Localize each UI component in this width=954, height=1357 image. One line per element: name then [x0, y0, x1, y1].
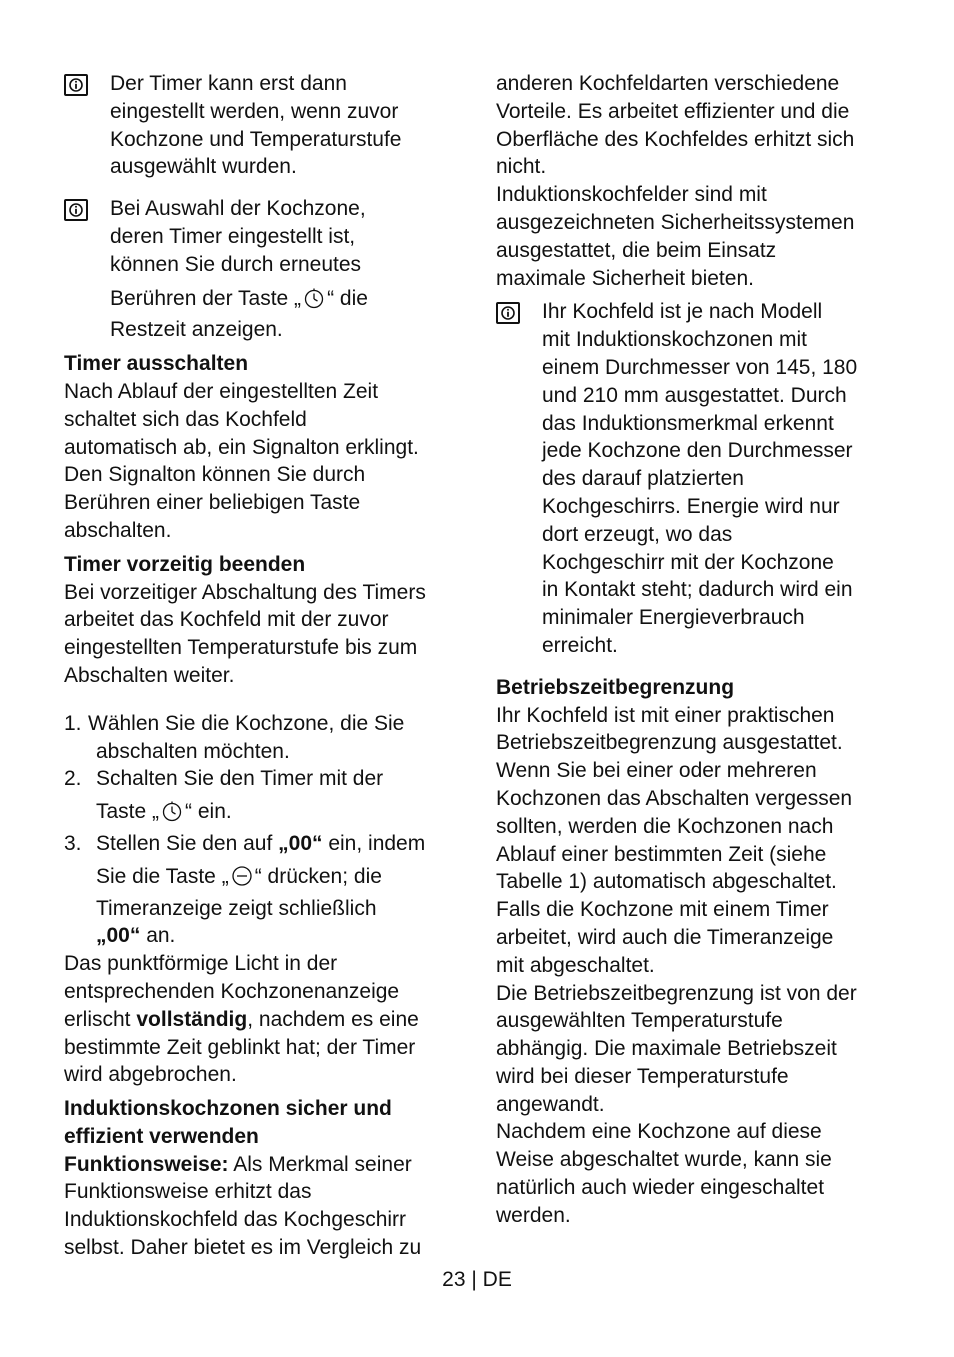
paragraph-line: Vorteile. Es arbeitet effizienter und die: [496, 99, 850, 123]
note-line: Kochgeschirrs. Energie wird nur: [542, 494, 840, 518]
left-column: [64, 70, 464, 1262]
paragraph-line: angewandt.: [496, 1092, 605, 1116]
info-icon: [496, 302, 520, 324]
note-line: dort erzeugt, wo das: [542, 522, 733, 546]
paragraph-line: mit abgeschaltet.: [496, 953, 655, 977]
paragraph-line: Ablauf einer bestimmten Zeit (siehe: [496, 842, 827, 866]
right-column: [496, 70, 896, 1230]
paragraph-line: Wenn Sie bei einer oder mehreren: [496, 759, 817, 783]
text: , nachdem es eine: [247, 1007, 419, 1031]
paragraph-line: Betriebszeitbegrenzung ausgestattet.: [496, 731, 843, 755]
page-number: 23: [442, 1268, 466, 1291]
text: “ die: [327, 286, 368, 310]
section-heading: Timer ausschalten: [64, 352, 249, 376]
timer-key-icon: [302, 287, 326, 317]
paragraph-line: Kochzonen das Abschalten vergessen: [496, 786, 853, 810]
note-induction-zones: [496, 298, 896, 659]
step-line: abschalten möchten.: [96, 739, 290, 763]
paragraph-line: schaltet sich das Kochfeld: [64, 407, 307, 431]
list-item: [64, 830, 464, 950]
step-line: Wählen Sie die Kochzone, die Sie: [88, 711, 405, 735]
paragraph-line: maximale Sicherheit bieten.: [496, 266, 754, 290]
text: erlischt: [64, 1007, 137, 1031]
note-line: Ihr Kochfeld ist je nach Modell: [542, 300, 823, 324]
paragraph-line: Das punktförmige Licht in der: [64, 952, 338, 976]
note-line: einem Durchmesser von 145, 180: [542, 355, 858, 379]
note-line: minimaler Energieverbrauch: [542, 606, 805, 630]
footer-separator: |: [471, 1268, 477, 1291]
note-timer-requirement: [64, 70, 464, 181]
steps-list: [64, 710, 464, 950]
text: Sie die Taste „: [96, 864, 229, 888]
minus-key-icon: [230, 865, 254, 895]
paragraph-line: anderen Kochfeldarten verschiedene: [496, 72, 840, 95]
paragraph-line: wird bei dieser Temperaturstufe: [496, 1064, 789, 1088]
info-icon: [64, 74, 88, 96]
step-line: [96, 798, 464, 830]
paragraph-continued: [496, 70, 896, 292]
text: Berühren der Taste „: [110, 286, 302, 310]
note-line: Kochzone und Temperaturstufe: [110, 127, 402, 151]
section-heading: Betriebszeitbegrenzung: [496, 675, 735, 699]
note-line: [110, 285, 464, 317]
paragraph-light: [64, 950, 464, 1089]
paragraph-line: wird abgebrochen.: [64, 1063, 237, 1087]
note-line: können Sie durch erneutes: [110, 252, 362, 276]
section-operating-time-limit: [496, 674, 896, 1230]
note-line: des darauf platzierten: [542, 467, 744, 491]
text: an.: [140, 924, 176, 948]
paragraph-line: [64, 1151, 464, 1179]
list-item: [64, 765, 464, 830]
note-line: in Kontakt steht; dadurch wird ein: [542, 578, 853, 602]
bold-text: „00“: [278, 831, 323, 855]
paragraph-line: Den Signalton können Sie durch: [64, 463, 366, 487]
paragraph-line: ausgezeichneten Sicherheitssystemen: [496, 210, 855, 234]
paragraph-line: Die Betriebszeitbegrenzung ist von der: [496, 981, 857, 1005]
step-line: Schalten Sie den Timer mit der: [96, 767, 384, 791]
text: ein, indem: [322, 831, 426, 855]
note-line: mit Induktionskochzonen mit: [542, 328, 807, 352]
page-footer: [0, 1266, 954, 1294]
paragraph-line: entsprechenden Kochzonenanzeige: [64, 979, 400, 1003]
step-line: Timeranzeige zeigt schließlich: [96, 896, 377, 920]
paragraph-line: Induktionskochfelder sind mit: [496, 183, 767, 207]
note-line: und 210 mm ausgestattet. Durch: [542, 383, 847, 407]
note-line: eingestellt werden, wenn zuvor: [110, 99, 399, 123]
note-line: Der Timer kann erst dann: [110, 72, 347, 95]
paragraph-line: sollten, werden die Kochzonen nach: [496, 814, 834, 838]
paragraph-line: Nachdem eine Kochzone auf diese: [496, 1120, 822, 1144]
paragraph-line: Weise abgeschaltet wurde, kann sie: [496, 1148, 832, 1172]
paragraph-line: Oberfläche des Kochfeldes erhitzt sich: [496, 127, 855, 151]
text: Taste „: [96, 800, 160, 824]
text: Als Merkmal seiner: [228, 1152, 412, 1176]
timer-key-icon: [160, 800, 184, 830]
note-line: Restzeit anzeigen.: [110, 318, 283, 342]
paragraph-line: arbeitet das Kochfeld mit der zuvor: [64, 608, 389, 632]
paragraph-line: Ihr Kochfeld ist mit einer praktischen: [496, 703, 835, 727]
paragraph-line: Abschalten weiter.: [64, 663, 235, 687]
paragraph-line: Falls die Kochzone mit einem Timer: [496, 898, 829, 922]
list-item: [64, 710, 464, 766]
note-line: deren Timer eingestellt ist,: [110, 224, 356, 248]
paragraph-line: bestimmte Zeit geblinkt hat; der Timer: [64, 1035, 416, 1059]
note-line: Kochgeschirr mit der Kochzone: [542, 550, 834, 574]
paragraph-line: arbeitet, wird auch die Timeranzeige: [496, 925, 834, 949]
paragraph-line: Induktionskochfeld das Kochgeschirr: [64, 1208, 407, 1232]
paragraph-line: Funktionsweise erhitzt das: [64, 1180, 312, 1204]
section-heading: Timer vorzeitig beenden: [64, 552, 306, 576]
info-icon: [64, 199, 88, 221]
paragraph-line: abhängig. Die maximale Betriebszeit: [496, 1037, 837, 1061]
section-timer-early: [64, 551, 464, 690]
paragraph-line: Bei vorzeitiger Abschaltung des Timers: [64, 580, 426, 604]
text: Stellen Sie den auf: [96, 831, 279, 855]
paragraph-line: nicht.: [496, 155, 547, 179]
paragraph-line: eingestellten Temperaturstufe bis zum: [64, 636, 418, 660]
paragraph-line: werden.: [496, 1203, 571, 1227]
text: “ ein.: [185, 800, 232, 824]
note-line: jede Kochzone den Durchmesser: [542, 439, 853, 463]
step-line: [96, 922, 464, 950]
bold-text: Funktionsweise:: [64, 1152, 229, 1176]
note-line: Bei Auswahl der Kochzone,: [110, 197, 366, 221]
section-heading: Induktionskochzonen sicher und: [64, 1097, 392, 1121]
step-number: 2.: [64, 767, 82, 791]
paragraph-line: [64, 1006, 464, 1034]
step-line: [96, 830, 464, 858]
paragraph-line: abschalten.: [64, 518, 172, 542]
bold-text: vollständig: [136, 1007, 248, 1031]
note-line: das Induktionsmerkmal erkennt: [542, 411, 834, 435]
paragraph-line: selbst. Daher bietet es im Vergleich zu: [64, 1236, 422, 1260]
text: “ drücken; die: [254, 864, 382, 888]
paragraph-line: Berühren einer beliebigen Taste: [64, 491, 361, 515]
paragraph-line: automatisch ab, ein Signalton erklingt.: [64, 435, 419, 459]
section-timer-off: [64, 350, 464, 545]
step-line: [96, 863, 464, 895]
note-line: erreicht.: [542, 633, 618, 657]
paragraph-line: Nach Ablauf der eingestellten Zeit: [64, 379, 379, 403]
note-line: ausgewählt wurden.: [110, 155, 297, 179]
paragraph-line: ausgewählten Temperaturstufe: [496, 1009, 783, 1033]
section-heading: effizient verwenden: [64, 1124, 259, 1148]
paragraph-line: ausgestattet, die beim Einsatz: [496, 238, 777, 262]
section-induction: [64, 1095, 464, 1262]
paragraph-line: natürlich auch wieder eingeschaltet: [496, 1176, 825, 1200]
paragraph-line: Tabelle 1) automatisch abgeschaltet.: [496, 870, 837, 894]
step-number: 1.: [64, 711, 82, 735]
note-remaining-time: [64, 195, 464, 344]
language-code: DE: [482, 1268, 512, 1291]
step-number: 3.: [64, 831, 82, 855]
bold-text: „00“: [96, 924, 141, 948]
